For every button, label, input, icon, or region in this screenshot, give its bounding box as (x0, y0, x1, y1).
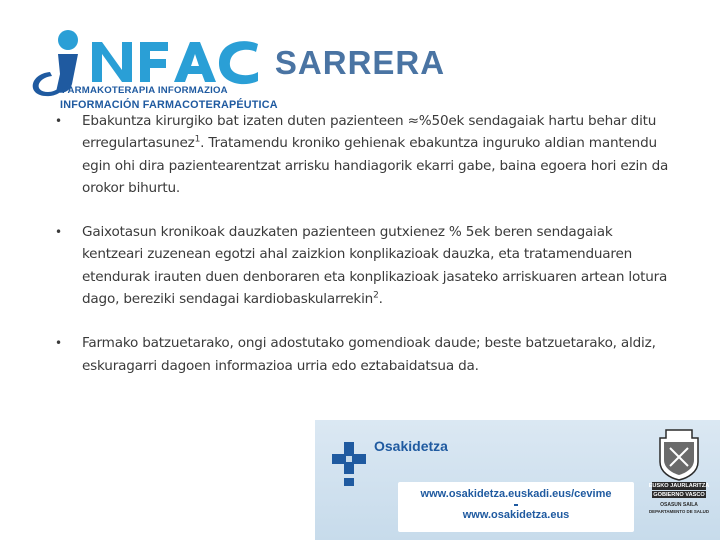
osakidetza-name: Osakidetza (374, 438, 448, 454)
bullet-text: Ebakuntza kirurgiko bat izaten duten pazienteen ≈%50ek sendagaiak hartu behar ditu erregulartasunez (82, 113, 657, 152)
bullet-symbol: • (55, 225, 62, 240)
url-separator (514, 504, 518, 506)
infac-subtitle-basque: FARMAKOTERAPIA INFORMAZIOA (62, 85, 228, 96)
osakidetza-link[interactable]: www.osakidetza.eus (462, 509, 570, 521)
reference-number: 2 (373, 290, 379, 301)
bullet-item (55, 221, 675, 310)
bullet-symbol: • (55, 336, 62, 351)
department-name-basque: OSASUN SAILA (660, 502, 698, 508)
department-name-spanish: DEPARTAMENTO DE SALUD (648, 509, 709, 514)
bullet-list (55, 110, 675, 399)
government-name-basque: EUSKO JAURLARITZA (648, 483, 710, 489)
bullet-text: Farmako batzuetarako, ongi adostutako gomendioak daude; beste batzuetarako, aldiz, eskuragarri dagoen informazioa urria edo eztabaidatsua da. (82, 335, 656, 374)
bullet-symbol: • (55, 114, 62, 128)
infac-subtitle-spanish: INFORMACIÓN FARMACOTERAPÉUTICA (60, 99, 278, 111)
osakidetza-cross-icon (330, 440, 368, 488)
reference-number: 1 (194, 134, 201, 145)
cevime-link[interactable]: www.osakidetza.euskadi.eus/cevime (420, 488, 612, 500)
slide-title: SARRERA (274, 44, 446, 81)
basque-government-crest-icon (648, 428, 710, 532)
bullet-item (55, 110, 675, 199)
government-name-spanish: GOBIERNO VASCO (653, 492, 705, 498)
bullet-text: Gaixotasun kronikoak dauzkaten pazienteen gutxienez % 5ek beren sendagaiak kentzeari zuzenean egotzi ahal zaizkion konplikazioak dauzka, eta tratamenduaren etendurak irauten duen denboraren eta konplikazioak jasateko arriskuaren artean lotura dago, bereziki sendagai kardiobaskularrekin (82, 224, 668, 308)
url-box (398, 482, 634, 532)
bullet-item (55, 332, 675, 377)
bullet-text-end: . (378, 291, 383, 308)
bullet-text-end: . Tratamendu kroniko gehienak ebakuntza inguruko aldian mantendu egin ohi dira pazientearentzat arrisku handiagorik ekarri gabe, baina egoera hori ezin da orokor bihurtu. (82, 135, 669, 196)
